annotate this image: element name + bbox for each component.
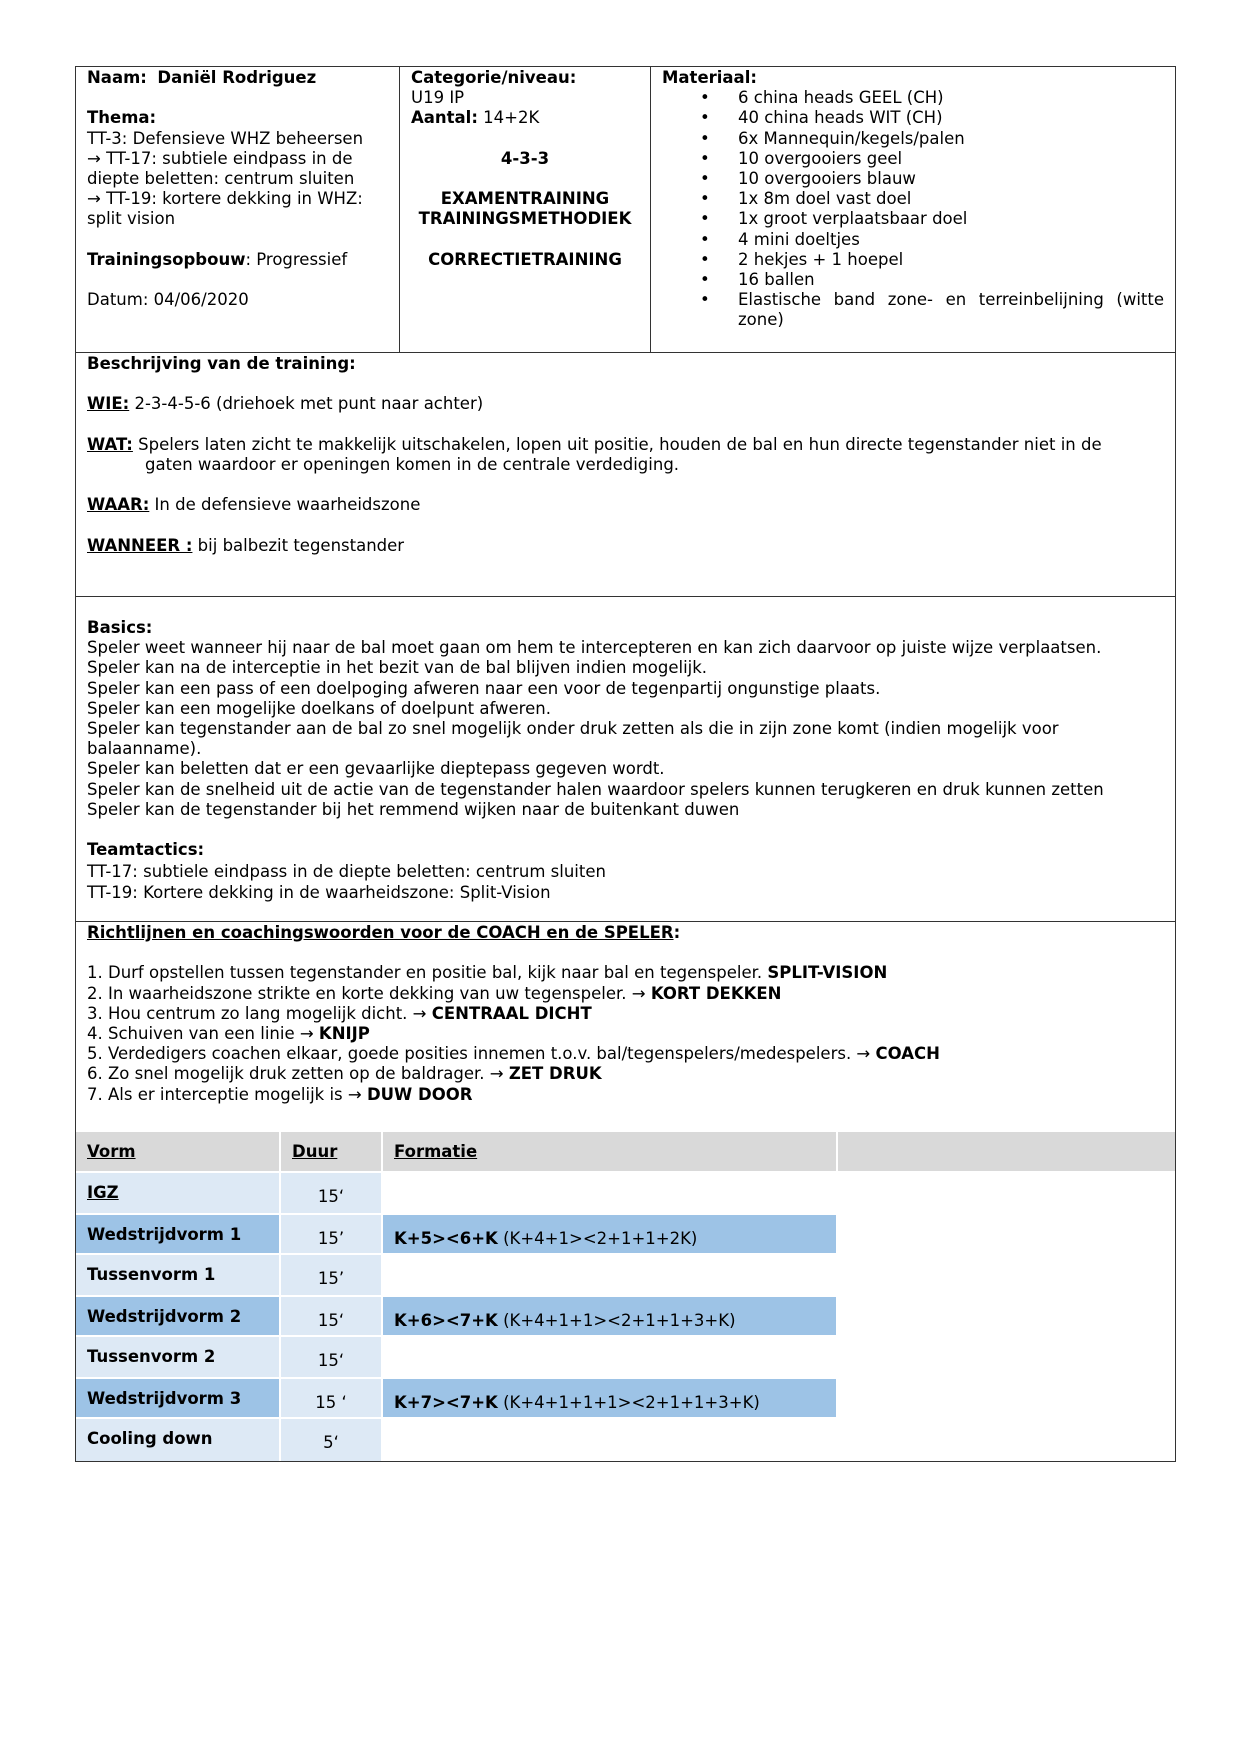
datum-line: Datum: 04/06/2020	[87, 290, 249, 310]
thema-line-4: → TT-19: kortere dekking in WHZ:	[87, 189, 363, 209]
materiaal-item: • 6x Mannequin/kegels/palen	[662, 129, 1164, 149]
richtlijn-keyword: KNIJP	[318, 1024, 370, 1043]
aantal-value: 14+2K	[477, 108, 540, 128]
table-row-empty	[838, 1337, 1175, 1379]
richtlijn-text: 5. Verdedigers coachen elkaar, goede posities innemen t.o.v. bal/tegenspelers/medespelers. →	[87, 1044, 876, 1064]
teamtactics-line: TT-19: Kortere dekking in de waarheidszone: Split-Vision	[87, 882, 551, 902]
table-row-vorm	[76, 1297, 281, 1337]
table-row-formatie	[383, 1337, 838, 1379]
teamtactics-line: TT-17: subtiele eindpass in de diepte beletten: centrum sluiten	[87, 862, 606, 882]
vorm-label: IGZ	[87, 1183, 119, 1202]
table-row-formatie	[383, 1255, 838, 1297]
wat-line-2: gaten waardoor er openingen komen in de centrale verdediging.	[145, 454, 680, 474]
richtlijn-keyword: CENTRAAL DICHT	[431, 1003, 592, 1023]
wat-line	[87, 435, 1164, 455]
waar-value: In de defensieve waarheidszone	[149, 495, 421, 515]
formation-label: 4-3-3	[500, 148, 550, 168]
opbouw-line	[87, 250, 388, 270]
schedule-table	[75, 1132, 1176, 1462]
wie-label: WIE:	[87, 394, 130, 414]
wanneer-value: bij balbezit tegenstander	[192, 535, 405, 555]
table-row-vorm	[76, 1419, 281, 1461]
schedule-grid	[76, 1132, 1175, 1461]
materiaal-cell	[651, 67, 1175, 352]
header-vorm-label: Vorm	[87, 1142, 136, 1161]
teamtactics-title: Teamtactics:	[87, 840, 205, 860]
table-row-duur: 15’	[281, 1255, 383, 1297]
categorie-cell	[400, 67, 651, 352]
richtlijn-item	[87, 1024, 1164, 1044]
richtlijnen-section	[75, 922, 1176, 1132]
categorie-label: Categorie/niveau:	[411, 68, 577, 87]
wat-label: WAT:	[87, 434, 133, 454]
table-row-duur: 15 ‘	[281, 1379, 383, 1419]
richtlijn-item	[87, 1085, 1164, 1105]
basics-line: Speler kan de tegenstander bij het remmend wijken naar de buitenkant duwen	[87, 799, 740, 819]
thema-line-3: diepte beletten: centrum sluiten	[87, 169, 355, 188]
table-row-formatie	[383, 1215, 838, 1255]
basics-section	[75, 597, 1176, 922]
richtlijn-keyword: SPLIT-VISION	[767, 963, 888, 983]
richtlijn-keyword: COACH	[875, 1044, 940, 1064]
thema-line-1: TT-3: Defensieve WHZ beheersen	[87, 128, 364, 148]
formatie-rest: (K+4+1+1><2+1+1+3+K)	[497, 1311, 736, 1330]
materiaal-item: • 16 ballen	[662, 270, 1164, 290]
basics-line: Speler kan een pass of een doelpoging afweren naar een voor de tegenpartij ongunstige plaats.	[87, 678, 881, 698]
richtlijn-item	[87, 1064, 1164, 1084]
naam-line	[87, 68, 388, 88]
richtlijn-text: 6. Zo snel mogelijk druk zetten op de baldrager. →	[87, 1064, 509, 1084]
table-row-empty	[838, 1173, 1175, 1215]
trainingsmethodiek-label: TRAININGSMETHODIEK	[418, 209, 632, 229]
richtlijnen-title-line	[87, 923, 1164, 943]
table-row-empty	[838, 1297, 1175, 1337]
naam-value: Daniël Rodriguez	[157, 68, 317, 87]
table-row-vorm	[76, 1379, 281, 1419]
richtlijnen-title: Richtlijnen en coachingswoorden voor de COACH en de SPELER	[87, 923, 674, 942]
header-formatie-label: Formatie	[394, 1142, 478, 1161]
formatie-bold: K+6><7+K	[394, 1311, 498, 1330]
basics-line: Speler kan tegenstander aan de bal zo snel mogelijk onder druk zetten als die in zijn zone komt (indien mogelijk voor balaanname).	[87, 719, 1059, 759]
training-document	[75, 66, 1176, 1462]
richtlijn-text: 4. Schuiven van een linie →	[87, 1024, 319, 1043]
basics-line: Speler kan na de interceptie in het bezit van de bal blijven indien mogelijk.	[87, 658, 708, 678]
vorm-label: Wedstrijdvorm 1	[87, 1225, 242, 1244]
table-row-vorm	[76, 1255, 281, 1297]
materiaal-item: • 1x groot verplaatsbaar doel	[662, 209, 1164, 229]
basics-line: Speler weet wanneer hij naar de bal moet gaan om hem te intercepteren en kan zich daarvoor op juiste wijze verplaatsen.	[87, 638, 1102, 658]
richtlijn-item	[87, 1044, 1164, 1064]
materiaal-item: • 10 overgooiers blauw	[662, 169, 1164, 189]
materiaal-list	[662, 88, 1164, 330]
basics-line: Speler kan een mogelijke doelkans of doelpunt afweren.	[87, 698, 551, 718]
richtlijn-item	[87, 984, 1164, 1004]
formatie-rest: (K+4+1><2+1+1+2K)	[497, 1229, 698, 1248]
table-row-duur: 15’	[281, 1215, 383, 1255]
table-row-duur: 15‘	[281, 1173, 383, 1215]
aantal-line	[411, 108, 639, 128]
table-row-duur: 5‘	[281, 1419, 383, 1461]
richtlijn-keyword: KORT DEKKEN	[650, 983, 782, 1003]
header-formatie	[383, 1132, 838, 1173]
table-row-duur: 15‘	[281, 1337, 383, 1379]
materiaal-item: • 1x 8m doel vast doel	[662, 189, 1164, 209]
materiaal-label: Materiaal:	[662, 68, 757, 87]
table-row-formatie	[383, 1173, 838, 1215]
waar-label: WAAR:	[87, 495, 150, 515]
beschrijving-title: Beschrijving van de training:	[87, 354, 356, 373]
formatie-rest: (K+4+1+1+1><2+1+1+3+K)	[497, 1393, 760, 1412]
wanneer-label: WANNEER :	[87, 535, 193, 555]
vorm-label: Wedstrijdvorm 3	[87, 1389, 242, 1408]
vorm-label: Tussenvorm 2	[87, 1347, 216, 1366]
materiaal-item: • 40 china heads WIT (CH)	[662, 108, 1164, 128]
richtlijnen-colon: :	[673, 923, 681, 942]
table-row-empty	[838, 1379, 1175, 1419]
wanneer-line	[87, 536, 1164, 556]
materiaal-item: • 4 mini doeltjes	[662, 230, 1164, 250]
basics-line: Speler kan beletten dat er een gevaarlijke dieptepass gegeven wordt.	[87, 759, 665, 779]
wie-line	[87, 394, 1164, 414]
header-block	[75, 66, 1176, 353]
richtlijn-item	[87, 963, 1164, 983]
header-duur-label: Duur	[292, 1142, 338, 1161]
materiaal-item: • 6 china heads GEEL (CH)	[662, 88, 1164, 108]
opbouw-label: Trainingsopbouw	[87, 249, 246, 269]
naam-label: Naam:	[87, 68, 147, 87]
naam-thema-cell	[76, 67, 400, 352]
richtlijn-keyword: DUW DOOR	[366, 1084, 473, 1104]
table-row-formatie	[383, 1297, 838, 1337]
aantal-label: Aantal:	[411, 108, 478, 128]
vorm-label: Cooling down	[87, 1429, 213, 1448]
vorm-label: Tussenvorm 1	[87, 1265, 216, 1284]
table-row-vorm	[76, 1215, 281, 1255]
header-empty	[838, 1132, 1175, 1173]
header-duur	[281, 1132, 383, 1173]
thema-line-2: → TT-17: subtiele eindpass in de	[87, 148, 353, 168]
materiaal-item: • 2 hekjes + 1 hoepel	[662, 250, 1164, 270]
basics-title: Basics:	[87, 618, 153, 637]
header-vorm	[76, 1132, 281, 1173]
materiaal-item: • Elastische band zone- en terreinbelijning (witte zone)	[662, 290, 1164, 330]
thema-line-5: split vision	[87, 209, 176, 229]
vorm-label: Wedstrijdvorm 2	[87, 1307, 242, 1326]
table-row-vorm	[76, 1337, 281, 1379]
richtlijn-text: 3. Hou centrum zo lang mogelijk dicht. →	[87, 1003, 432, 1023]
waar-line	[87, 495, 1164, 515]
table-row-empty	[838, 1419, 1175, 1461]
table-row-formatie	[383, 1419, 838, 1461]
richtlijn-text: 1. Durf opstellen tussen tegenstander en positie bal, kijk naar bal en tegenspeler.	[87, 963, 768, 983]
richtlijn-text: 2. In waarheidszone strikte en korte dekking van uw tegenspeler. →	[87, 983, 651, 1003]
examentraining-label: EXAMENTRAINING	[440, 189, 610, 209]
formatie-bold: K+7><7+K	[394, 1393, 498, 1412]
beschrijving-section	[75, 353, 1176, 597]
thema-label: Thema:	[87, 108, 157, 128]
richtlijn-text: 7. Als er interceptie mogelijk is →	[87, 1084, 367, 1104]
table-row-formatie	[383, 1379, 838, 1419]
richtlijn-item	[87, 1004, 1164, 1024]
categorie-value: U19 IP	[411, 88, 465, 108]
opbouw-value: : Progressief	[245, 249, 348, 269]
table-row-duur: 15‘	[281, 1297, 383, 1337]
correctietraining-label: CORRECTIETRAINING	[428, 249, 622, 269]
wie-value: 2-3-4-5-6 (driehoek met punt naar achter)	[129, 394, 484, 414]
table-row-vorm	[76, 1173, 281, 1215]
wat-value: Spelers laten zicht te makkelijk uitschakelen, lopen uit positie, houden de bal en hun directe tegenstander niet in de	[132, 434, 1102, 454]
materiaal-item: • 10 overgooiers geel	[662, 149, 1164, 169]
table-row-empty	[838, 1255, 1175, 1297]
formatie-bold: K+5><6+K	[394, 1229, 498, 1248]
basics-line: Speler kan de snelheid uit de actie van de tegenstander halen waardoor spelers kunnen terugkeren en druk kunnen zetten	[87, 779, 1104, 799]
richtlijn-keyword: ZET DRUK	[508, 1064, 602, 1084]
table-row-empty	[838, 1215, 1175, 1255]
